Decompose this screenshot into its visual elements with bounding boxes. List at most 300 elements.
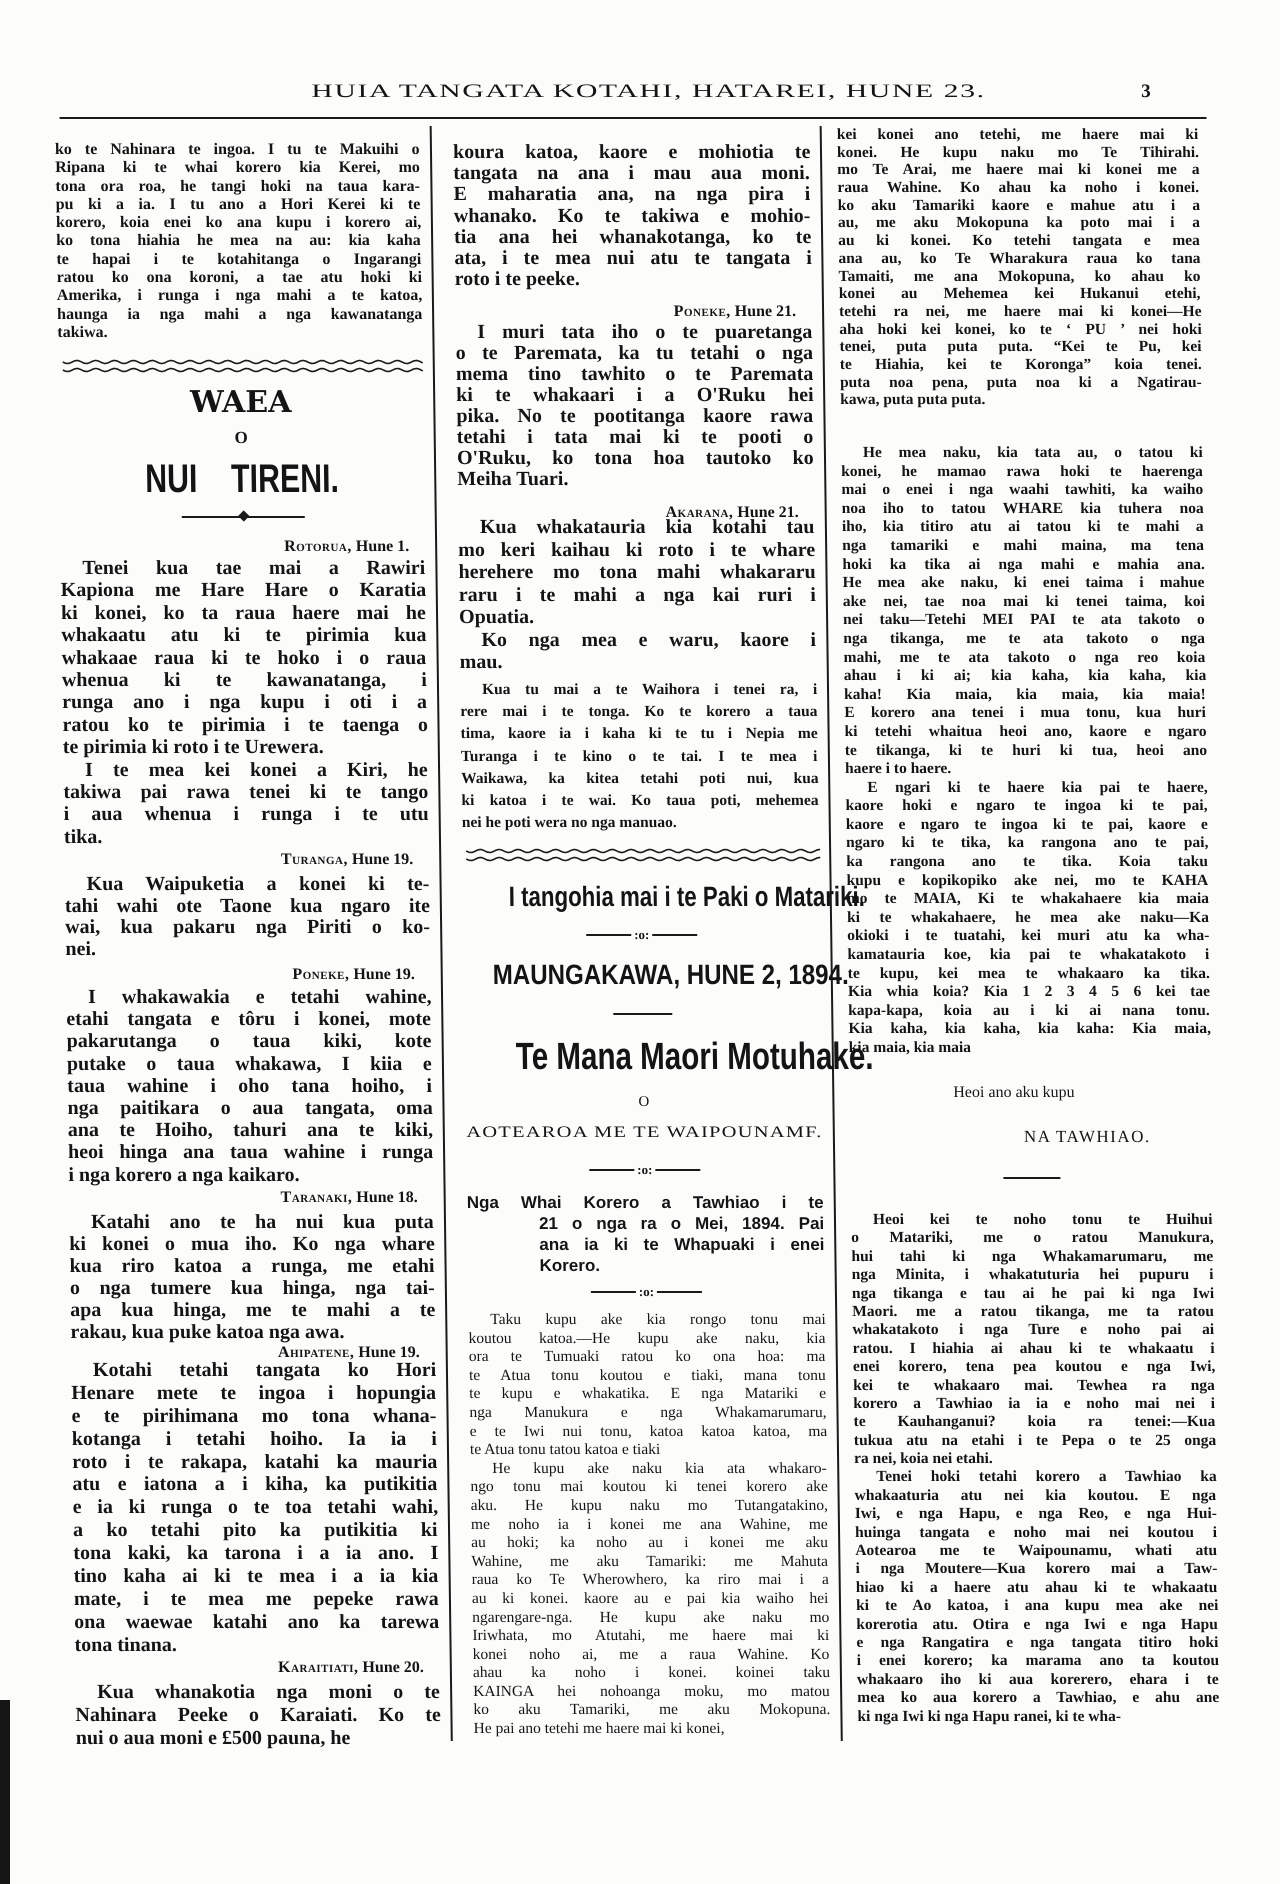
speech-text bbox=[841, 444, 1211, 1058]
text-line-content: ana te Hoiho, tahuri ana te kiki, bbox=[67, 1119, 434, 1142]
speech-text bbox=[468, 1311, 831, 1739]
text-line-content: ratou ko te pirimia i te taenga o bbox=[62, 713, 429, 736]
text-line bbox=[74, 1588, 439, 1611]
text-line-content: ki tetehi whaitua heoi ano, kaore e ngaro bbox=[844, 722, 1207, 740]
text-line bbox=[857, 1689, 1219, 1707]
text-line bbox=[845, 760, 1207, 779]
text-line bbox=[846, 853, 1208, 872]
text-line bbox=[455, 322, 812, 343]
text-line-content: Heoi kei te noho tonu te Huihui bbox=[872, 1211, 1213, 1228]
text-line-content: rere mai i te tonga. Ko te korero a taua bbox=[460, 703, 818, 721]
text-line bbox=[851, 1229, 1213, 1247]
text-line-content: Henare mete te ingoa i hopungia bbox=[71, 1381, 437, 1404]
speech-heading-line: Korero. bbox=[539, 1256, 601, 1275]
text-line bbox=[841, 444, 1203, 463]
text-line bbox=[853, 1395, 1215, 1413]
text-line bbox=[66, 1030, 431, 1052]
text-line bbox=[72, 1473, 437, 1496]
text-line bbox=[849, 1039, 1211, 1058]
text-line-content: Maori. me a ratou tikanga, me ta ratou bbox=[852, 1302, 1214, 1320]
text-line-content: korero a Tawhiao ia ia e noho mai nei i bbox=[853, 1394, 1216, 1412]
text-line bbox=[73, 1565, 438, 1588]
text-line-content: nga tamariki e mahi maina, ma tena bbox=[842, 536, 1205, 554]
text-line bbox=[842, 518, 1204, 537]
text-line bbox=[461, 746, 818, 768]
text-line-content: iho, kia titiro atu ai tatou ki te mahi a bbox=[841, 518, 1204, 536]
text-line-content: tona tinana. bbox=[74, 1633, 177, 1656]
text-line bbox=[847, 909, 1209, 928]
text-line bbox=[844, 686, 1206, 705]
text-line bbox=[845, 779, 1207, 798]
text-line bbox=[456, 385, 813, 406]
text-line bbox=[76, 1727, 441, 1750]
text-line bbox=[852, 1303, 1214, 1321]
text-line-content: whakaaturia atu nei kia koutou. E nga bbox=[854, 1486, 1217, 1504]
text-line bbox=[64, 874, 429, 896]
text-line bbox=[56, 251, 421, 269]
text-line bbox=[470, 1478, 827, 1497]
speech-continuation bbox=[837, 126, 1203, 409]
text-line bbox=[842, 500, 1204, 519]
text-line-content: ahau ka noho i konei. koinei taku bbox=[472, 1664, 831, 1682]
text-line bbox=[56, 214, 421, 232]
text-line-content: e te pirihimana mo tona whana- bbox=[71, 1404, 437, 1427]
text-line bbox=[73, 1519, 438, 1542]
text-line-content: nga paitikara o aua tangata, oma bbox=[67, 1096, 433, 1119]
text-line bbox=[839, 338, 1201, 356]
text-line-content: ana au, ko Te Wharakura raua ko tana bbox=[838, 249, 1201, 267]
text-line bbox=[63, 759, 428, 781]
text-line bbox=[837, 144, 1199, 162]
text-line-content: whenua ki te kawanatanga, i bbox=[61, 668, 427, 691]
text-line bbox=[845, 742, 1207, 761]
text-line-content: kupu e kopikopiko ake nei, mo te KAHA bbox=[846, 871, 1209, 889]
wavy-rule bbox=[466, 846, 821, 866]
text-line-content: kamatauria koe, kia pai te whakatakoto i bbox=[847, 946, 1210, 964]
text-line bbox=[67, 1053, 432, 1075]
speech-heading-line: 21 o nga ra o Mei, 1894. Pai bbox=[538, 1214, 825, 1233]
text-line bbox=[459, 606, 816, 629]
text-line-content: haere i to haere. bbox=[844, 760, 952, 778]
news-item bbox=[455, 322, 814, 490]
text-line bbox=[471, 1497, 828, 1516]
text-line-content: au ki konei. Ko tetehi tangata e mea bbox=[838, 232, 1200, 250]
text-line-content: E ngari ki te haere kia pai te haere, bbox=[867, 778, 1208, 796]
text-line-content: pu ki a ia. I tu ano a Hori Kerei ki te bbox=[55, 195, 421, 213]
text-line-content: kia maia, kia maia bbox=[848, 1039, 972, 1056]
text-line bbox=[855, 1524, 1217, 1542]
text-line-content: whanako. Ko te takiwa e mohio- bbox=[453, 204, 811, 227]
text-line bbox=[848, 965, 1210, 984]
text-line bbox=[847, 946, 1209, 965]
text-line bbox=[472, 1590, 829, 1609]
text-line bbox=[842, 556, 1204, 575]
text-line bbox=[842, 537, 1204, 556]
text-line bbox=[470, 1460, 827, 1479]
text-line bbox=[469, 1348, 826, 1367]
text-line bbox=[473, 1646, 830, 1665]
text-line-content: mema tino tawhito o te Paremata bbox=[455, 363, 814, 385]
text-line-content: haunga ia nga mahi a nga kawanatanga bbox=[57, 305, 423, 323]
dateline-heading-text: MAUNGAKAWA, HUNE 2, 1894. bbox=[492, 959, 849, 990]
text-line bbox=[855, 1542, 1217, 1560]
dateline: Rotorua, Hune 1. bbox=[284, 538, 410, 555]
text-line-content: te kupu, kei mea te whakaaro ka tika. bbox=[847, 964, 1210, 982]
text-line bbox=[857, 1708, 1219, 1726]
source-line bbox=[463, 881, 866, 912]
text-line bbox=[843, 574, 1205, 593]
text-line-content: koutou katoa.—He kupu ake naku, kia bbox=[468, 1329, 826, 1347]
text-line-content: te Hiahia, kei te Koronga” koia tenei. bbox=[839, 355, 1202, 373]
text-line-content: Kua Waipuketia a konei ki te- bbox=[86, 873, 430, 895]
text-line-content: ngarengare-nga. He kupu ake naku mo bbox=[472, 1608, 830, 1626]
text-line-content: I te mea kei konei a Kiri, he bbox=[84, 758, 428, 781]
text-line-content: kotanga i tetahi hoiho. Ia ia i bbox=[71, 1427, 438, 1450]
text-line-content: ko tona hiahia he mea na au: kia kaha bbox=[56, 232, 421, 250]
text-line-content: He mea ake naku, ki enei taima i mahue bbox=[842, 574, 1205, 592]
news-item-continuation bbox=[453, 142, 812, 290]
text-line bbox=[473, 1683, 830, 1702]
text-line-content: ki konei, ko ta raua haere mai he bbox=[60, 601, 426, 624]
text-line bbox=[847, 927, 1209, 946]
text-line bbox=[57, 306, 422, 324]
text-line bbox=[469, 1385, 826, 1404]
text-line bbox=[837, 179, 1199, 197]
running-header-title: HUIA TANGATA KOTAHI, HATAREI, HUNE 23. bbox=[311, 81, 986, 102]
text-line-content: o te Paremata, ka tu tetahi o nga bbox=[455, 342, 814, 364]
text-line bbox=[64, 803, 429, 825]
text-line-content: nga tikanga, me te ata takoto o nga bbox=[843, 629, 1206, 647]
ornament-separator: :o: bbox=[468, 1285, 825, 1299]
dateline: Taranaki, Hune 18. bbox=[280, 1189, 418, 1206]
article-continuation bbox=[55, 141, 423, 342]
text-line-content: Amerika, i runga i nga mahi a te katoa, bbox=[56, 287, 423, 305]
text-line-content: tia ana hei whanakotanga, ko te bbox=[453, 225, 812, 248]
text-line-content: Kia whia koia? Kia 1 2 3 4 5 6 kei tae bbox=[847, 983, 1211, 1001]
text-line-content: ratou. I hiahia ai ahau ki te whakaatu i bbox=[852, 1339, 1215, 1357]
text-line-content: te tikanga, ki te huri ki tua, heoi ano bbox=[844, 741, 1208, 759]
text-line bbox=[848, 983, 1210, 1002]
text-line-content: te Atua tonu tatou katoa e tiaki bbox=[469, 1441, 661, 1459]
text-line bbox=[73, 1542, 438, 1565]
text-line bbox=[843, 630, 1205, 649]
text-line bbox=[66, 1008, 431, 1030]
text-line bbox=[846, 872, 1208, 891]
text-line-content: au, me aku Mokopuna ka poto mai i a bbox=[837, 214, 1201, 232]
text-line bbox=[461, 768, 818, 790]
text-line-content: Waikawa, ka kitea tetahi poti nui, kua bbox=[461, 769, 819, 787]
text-line bbox=[840, 374, 1202, 392]
text-line-content: Ripana ki te whai korero kia Kerei, mo bbox=[55, 159, 420, 177]
text-line-content: Tenei kua tae mai a Rawiri bbox=[82, 557, 426, 579]
text-line-content: korerotia atu. Otira e nga Iwi e nga Hapu bbox=[856, 1615, 1218, 1633]
text-line bbox=[73, 1496, 438, 1519]
text-line bbox=[848, 1002, 1210, 1021]
text-line bbox=[839, 303, 1201, 321]
text-line-content: huinga tangata e noho mai nei koutou i bbox=[854, 1523, 1218, 1541]
text-line-content: hiao ki a haere atu ahau ki te whakaatu bbox=[855, 1578, 1218, 1596]
dateline: Akarana, Hune 21. bbox=[665, 504, 799, 521]
text-line-content: putake o taua whakawa, I kiia e bbox=[66, 1052, 432, 1075]
text-line bbox=[841, 481, 1203, 500]
text-line-content: ratou ko ona koroni, a tae atu hoki ki bbox=[56, 269, 423, 287]
text-line bbox=[455, 269, 812, 290]
text-line-content: Katahi ano te ha nui kua puta bbox=[90, 1211, 434, 1233]
text-line-content: tangata na ana i mau aua moni. bbox=[453, 162, 810, 185]
text-line-content: i aua whenua i runga i te utu bbox=[63, 803, 429, 826]
text-line-content: tetahi i tata mai ki te pooti o bbox=[456, 426, 814, 448]
text-line-content: konei, he mamao rawa hoki te haerenga bbox=[841, 462, 1203, 480]
text-line bbox=[460, 651, 817, 674]
text-line-content: konei au Mehemea kei Hukanui etehi, bbox=[838, 285, 1201, 303]
text-line bbox=[848, 1020, 1210, 1039]
text-line bbox=[70, 1321, 435, 1343]
text-line-content: okioki i te tuatahi, kei muri atu ka wha- bbox=[847, 927, 1210, 945]
text-line-content: nei he poti wera no nga manuao. bbox=[461, 814, 677, 832]
news-item bbox=[60, 557, 429, 848]
text-line bbox=[854, 1450, 1216, 1468]
text-line-content: konei. He kupu naku mo Te Tihirahi. bbox=[836, 143, 1200, 161]
headline bbox=[465, 1036, 874, 1078]
headline-subtitle-text: AOTEAROA ME TE WAIPOUNAMF. bbox=[466, 1124, 823, 1141]
short-rule bbox=[1003, 1177, 1060, 1179]
text-line bbox=[57, 287, 422, 305]
text-line-content: whakaatu atu ki te pirimia kua bbox=[61, 624, 427, 647]
text-line bbox=[456, 406, 813, 427]
text-line-content: nei. bbox=[65, 938, 97, 961]
text-line bbox=[68, 1141, 433, 1163]
text-line-content: apa kua hinga, me te mahi a te bbox=[70, 1299, 436, 1321]
news-item bbox=[75, 1681, 441, 1750]
speech-heading-line: ana ia ki te Whapuaki i enei bbox=[539, 1235, 825, 1254]
text-line-content: Ko nga mea e waru, kaore i bbox=[481, 628, 817, 651]
text-line-content: runga ano i nga kupu i oti i a bbox=[62, 691, 428, 714]
text-line bbox=[456, 364, 813, 385]
text-line bbox=[55, 159, 420, 177]
text-line bbox=[851, 1248, 1213, 1266]
text-line-content: Iriwhata, mo Atutahi, me haere mai ki bbox=[472, 1627, 830, 1645]
text-line bbox=[469, 1367, 826, 1386]
text-line bbox=[63, 736, 428, 758]
dateline: Ahipatene, Hune 19. bbox=[277, 1344, 420, 1361]
text-line bbox=[856, 1579, 1218, 1597]
text-line bbox=[61, 579, 426, 601]
text-line-content: tima, kaore ia i kaha ki te tu i Nepia me bbox=[460, 725, 818, 743]
text-line bbox=[853, 1340, 1215, 1358]
news-item bbox=[71, 1359, 440, 1657]
text-line bbox=[71, 1359, 436, 1382]
text-line-content: Kua whakatauria kia kotahi tau bbox=[479, 516, 815, 538]
text-line-content: me noho ia i konei me ana Wahine, me bbox=[470, 1515, 828, 1533]
text-line-content: ra nei, koia nei etahi. bbox=[853, 1450, 993, 1468]
text-line-content: konei noho ai, me a raua Wahine. Ko bbox=[472, 1645, 830, 1663]
text-line bbox=[470, 1423, 827, 1442]
text-line bbox=[845, 797, 1207, 816]
text-line-content: Iwi, e nga Hapu, e nga Reo, e nga Hui- bbox=[854, 1505, 1217, 1523]
text-line-content: Kapiona me Hare Hare o Karatia bbox=[60, 579, 427, 602]
text-line-content: ngaro ki te tika, ka rangona ano te pai, bbox=[845, 834, 1209, 852]
ornament-separator: :o: bbox=[463, 928, 820, 942]
text-line bbox=[844, 723, 1206, 742]
text-line-content: etahi tangata e tôru i konei, mote bbox=[66, 1008, 432, 1031]
text-line bbox=[56, 232, 421, 250]
text-line bbox=[840, 356, 1202, 374]
text-line-content: ona waewae katahi ano ka tarewa bbox=[74, 1610, 440, 1633]
text-line bbox=[843, 593, 1205, 612]
text-line bbox=[468, 1311, 825, 1330]
text-line-content: hoki ka tika ai nga mahi e mahia ana. bbox=[842, 555, 1205, 573]
text-line bbox=[839, 321, 1201, 339]
headline-connector: O bbox=[638, 1094, 650, 1110]
text-line-content: raua ko Te Wherowhero, ka riro mai i a bbox=[471, 1571, 829, 1589]
text-line-content: ata, i te mea nui atu te tangata i bbox=[454, 246, 812, 269]
text-line bbox=[69, 1255, 434, 1277]
text-line bbox=[460, 723, 817, 745]
text-line-content: te Atua tonu koutou e tiaki, mana tonu bbox=[468, 1366, 826, 1384]
text-line bbox=[68, 1164, 433, 1186]
text-line-content: He mea naku, kia tata au, o tatou ki bbox=[862, 444, 1203, 461]
text-line-content: puta noa pena, puta noa ki a Ngatirau- bbox=[839, 373, 1202, 391]
text-line bbox=[69, 1211, 434, 1233]
diamond-rule bbox=[182, 512, 305, 522]
text-line bbox=[855, 1560, 1217, 1578]
text-line bbox=[75, 1681, 440, 1704]
text-line-content: heoi hinga ana taua wahine i runga bbox=[67, 1141, 434, 1164]
text-line-content: ki te whakaari i a O'Ruku hei bbox=[456, 384, 814, 406]
text-line bbox=[856, 1616, 1218, 1634]
text-line bbox=[854, 1468, 1216, 1486]
text-line bbox=[72, 1428, 437, 1451]
text-line bbox=[851, 1211, 1213, 1229]
text-line-content: mai o enei i nga waahi tawhiti, ka waiho bbox=[841, 481, 1204, 499]
section-title-waea: WAEA bbox=[189, 385, 292, 420]
text-line bbox=[70, 1277, 435, 1299]
text-line bbox=[460, 701, 817, 723]
news-item bbox=[64, 874, 430, 961]
text-line bbox=[474, 1720, 831, 1739]
article-text bbox=[851, 1211, 1220, 1726]
text-line-content: I whakawakia e tetahi wahine, bbox=[87, 986, 432, 1008]
text-line-content: whakaaro iho ki aua korerero, ehara i te bbox=[856, 1670, 1219, 1688]
text-line bbox=[854, 1432, 1216, 1450]
text-line bbox=[839, 268, 1201, 286]
text-line-content: tino kaha ai ki te mea i a ia kia bbox=[73, 1565, 439, 1588]
dateline: Poneke, Hune 21. bbox=[673, 303, 797, 320]
text-line bbox=[854, 1413, 1216, 1431]
text-line bbox=[454, 227, 811, 248]
text-line bbox=[74, 1634, 439, 1657]
text-line-content: wai, kua pakaru nga Piriti o ko- bbox=[64, 916, 431, 939]
text-line bbox=[453, 163, 810, 184]
speech-heading-line: Nga Whai Korero a Tawhiao i te bbox=[466, 1193, 824, 1212]
text-line bbox=[65, 917, 430, 939]
text-line-content: mo te MAIA, Ki te whakahaere kia maia bbox=[846, 890, 1210, 908]
text-line bbox=[843, 649, 1205, 668]
text-line bbox=[853, 1377, 1215, 1395]
text-line-content: Meiha Tuari. bbox=[457, 468, 569, 490]
text-line-content: takiwa. bbox=[57, 323, 108, 341]
text-line-content: kawa, puta puta puta. bbox=[840, 391, 986, 409]
text-line bbox=[838, 250, 1200, 268]
text-line bbox=[62, 714, 427, 736]
text-line bbox=[846, 816, 1208, 835]
text-line-content: au hoki; ka noho au i konei me aku bbox=[471, 1534, 829, 1552]
text-line bbox=[472, 1571, 829, 1590]
text-line bbox=[837, 161, 1199, 179]
text-line bbox=[839, 285, 1201, 303]
text-line bbox=[856, 1597, 1218, 1615]
text-line-content: e te Iwi nui tonu, katoa katoa katoa, ma bbox=[469, 1422, 828, 1440]
shipping-notice bbox=[460, 679, 819, 834]
text-line-content: au ki konei. kaore au e pai kia waiho hei bbox=[471, 1589, 829, 1607]
text-line-content: i nga korero a nga kaikaro. bbox=[68, 1163, 300, 1186]
text-line-content: a ko tetahi pito ka putikitia ki bbox=[72, 1519, 438, 1542]
text-line-content: E maharatia ana, na nga pira i bbox=[453, 183, 811, 206]
text-line-content: kei te whakaaro mai. Tewhea ra nga bbox=[853, 1376, 1215, 1394]
text-line bbox=[473, 1701, 830, 1720]
text-line bbox=[469, 1404, 826, 1423]
text-line bbox=[841, 463, 1203, 482]
wavy-rule bbox=[63, 357, 423, 377]
text-line-content: nga Manukura e nga Whakamarumaru, bbox=[469, 1403, 827, 1421]
text-line bbox=[57, 269, 422, 287]
dateline: Turanga, Hune 19. bbox=[280, 851, 414, 868]
text-line bbox=[74, 1611, 439, 1634]
text-line bbox=[62, 691, 427, 713]
text-line-content: ahau i ki ai; kia kaha, kia kaha, kia bbox=[843, 667, 1207, 685]
text-line bbox=[71, 1382, 436, 1405]
text-line-content: i nga Moutere—Kua korero mai a Taw- bbox=[855, 1560, 1218, 1578]
text-line-content: aku. He kupu naku mo Tutangatakino, bbox=[470, 1496, 829, 1514]
text-line bbox=[457, 427, 814, 448]
text-line-content: mate, i te mea me pepeke rawa bbox=[73, 1587, 439, 1610]
text-line-content: Tenei hoki tetahi korero a Tawhiao ka bbox=[876, 1468, 1217, 1486]
text-line-content: tetehi ra nei, me haere mai ki konei—He bbox=[838, 302, 1202, 320]
text-line-content: mau. bbox=[459, 651, 503, 673]
news-item bbox=[458, 516, 817, 674]
text-line bbox=[66, 986, 431, 1008]
text-line-content: takiwa pai rawa tenei ki te tango bbox=[63, 780, 429, 803]
text-line-content: atu e iatona a i kiha, ka putikitia bbox=[72, 1473, 438, 1496]
text-line bbox=[61, 602, 426, 624]
text-line bbox=[61, 624, 426, 646]
text-line bbox=[840, 391, 1202, 409]
text-line-content: whakaae raua ki te hoko i o raua bbox=[61, 646, 427, 669]
text-line bbox=[65, 939, 430, 961]
text-line-content: taua wahine i oho tana hoiho, i bbox=[67, 1074, 433, 1097]
text-line bbox=[453, 142, 810, 163]
text-line-content: nui o aua moni e £500 pauna, he bbox=[75, 1727, 351, 1749]
text-line-content: KAINGA hei nohoanga moku, mo matou bbox=[473, 1682, 830, 1700]
source-line-text: I tangohia mai i te Paki o Matariki. bbox=[508, 881, 866, 912]
text-line bbox=[69, 1233, 434, 1255]
text-line bbox=[470, 1441, 827, 1460]
text-line-content: tahi wahi ote Taone kua ngaro ite bbox=[64, 894, 431, 917]
text-line bbox=[458, 516, 815, 539]
text-line-content: noa iho to tatou WHARE kia tuhera noa bbox=[841, 499, 1204, 517]
text-line bbox=[838, 197, 1200, 215]
text-line-content: ki nga Iwi ki nga Hapu ranei, ki te wha- bbox=[857, 1707, 1122, 1725]
text-line bbox=[471, 1516, 828, 1535]
text-line-content: i enei korero; ka marama ano ta koutou bbox=[856, 1652, 1220, 1670]
text-line bbox=[454, 248, 811, 269]
page-number: 3 bbox=[1141, 81, 1151, 102]
text-line bbox=[458, 561, 815, 584]
text-line-content: Wahine, me aku Tamariki: me Mahuta bbox=[471, 1552, 829, 1570]
text-line-content: pakarutanga o taua kiki, kote bbox=[66, 1030, 432, 1053]
text-line-content: kapa-kapa, koia au i ki ai nana tonu. bbox=[848, 1001, 1210, 1019]
text-line-content: roto i te rakapa, katahi ka mauria bbox=[71, 1450, 438, 1473]
